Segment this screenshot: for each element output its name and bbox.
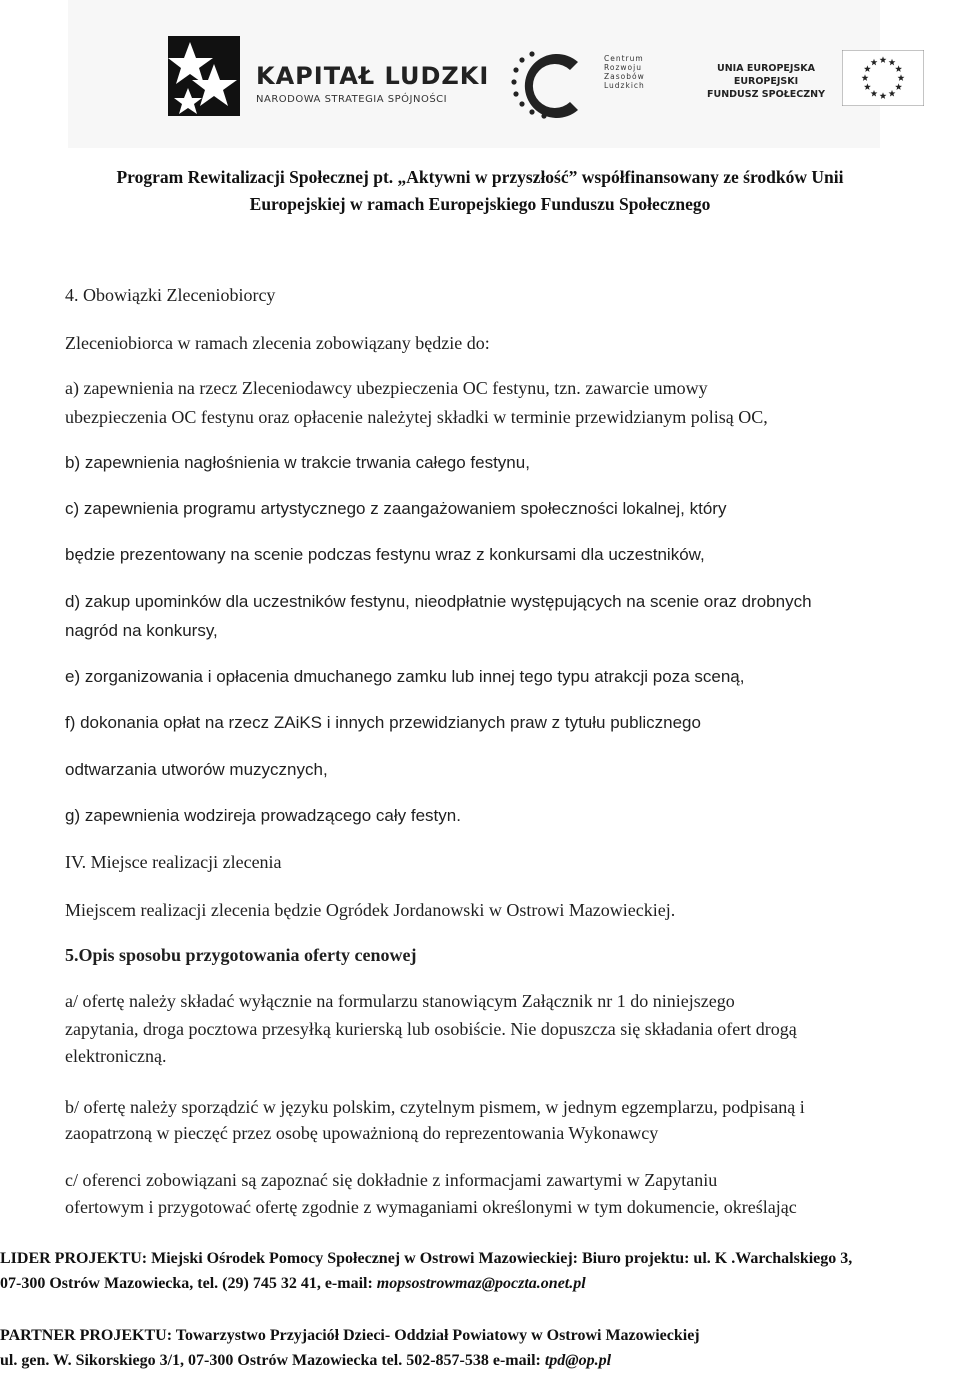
kapital-ludzki-title: KAPITAŁ LUDZKI: [256, 62, 490, 90]
section-5-a-line-3: elektroniczną.: [65, 1046, 167, 1066]
item-a-line-2: ubezpieczenia OC festynu oraz opłacenie należytej składki w terminie przewidzianym polisą OC,: [65, 407, 768, 427]
crzl-name: Centrum Rozwoju Zasobów Ludzkich: [604, 54, 645, 90]
section-iv-text: Miejscem realizacji zlecenia będzie Ogródek Jordanowski w Ostrowi Mazowieckiej.: [65, 900, 676, 920]
crzl-logo: [508, 48, 648, 120]
eu-line-1: UNIA EUROPEJSKA: [717, 63, 815, 74]
item-e: e) zorganizowania i opłacenia dmuchanego zamku lub innej tego typu atrakcji poza sceną,: [65, 667, 745, 686]
kapital-ludzki-subtitle: NARODOWA STRATEGIA SPÓJNOŚCI: [256, 94, 448, 105]
eu-line-3: FUNDUSZ SPOŁECZNY: [707, 89, 825, 100]
item-d-line-1: d) zakup upominków dla uczestników festynu, nieodpłatnie występujących na scenie oraz drobnych: [65, 592, 812, 611]
program-title-line-2: Europejskiej w ramach Europejskiego Funduszu Społecznego: [249, 194, 711, 214]
section-iv-heading: IV. Miejsce realizacji zlecenia: [65, 852, 282, 872]
logo-banner: [68, 0, 880, 148]
footer-partner-address: ul. gen. W. Sikorskiego 3/1, 07-300 Ostrów Mazowiecka tel. 502-857-538 e-mail:: [0, 1352, 545, 1369]
crzl-c-star-icon: [508, 48, 603, 120]
footer-partner-line-1: PARTNER PROJEKTU: Towarzystwo Przyjaciół Dzieci- Oddział Powiatowy w Ostrowi Mazowieckiej: [0, 1327, 700, 1344]
program-title-line-1: Program Rewitalizacji Społecznej pt. „Aktywni w przyszłość” współfinansowany ze środków Unii: [116, 167, 844, 187]
section-4-heading: 4. Obowiązki Zleceniobiorcy: [65, 285, 276, 305]
kapital-ludzki-logo: [168, 28, 490, 118]
item-g: g) zapewnienia wodzireja prowadzącego cały festyn.: [65, 806, 461, 825]
section-5-a-line-1: a/ ofertę należy składać wyłącznie na formularzu stanowiącym Załącznik nr 1 do niniejszego: [65, 991, 735, 1011]
footer-lider-line-1: LIDER PROJEKTU: Miejski Ośrodek Pomocy Społecznej w Ostrowi Mazowieckiej: Biuro projektu: ul. K .Warchalskiego 3,: [0, 1250, 853, 1267]
eu-logo: [690, 50, 920, 110]
item-d-line-2: nagród na konkursy,: [65, 621, 218, 640]
item-b: b) zapewnienia nagłośnienia w trakcie trwania całego festynu,: [65, 453, 530, 472]
section-5-c-line-1: c/ oferenci zobowiązani są zapoznać się dokładnie z informacjami zawartymi w Zapytaniu: [65, 1170, 718, 1190]
section-4-intro: Zleceniobiorca w ramach zlecenia zobowiązany będzie do:: [65, 333, 490, 353]
section-5-b-line-2: zaopatrzoną w pieczęć przez osobę upoważnioną do reprezentowania Wykonawcy: [65, 1123, 659, 1143]
footer-lider-email[interactable]: mopsostrowmaz@poczta.onet.pl: [376, 1275, 586, 1292]
item-c-line-2: będzie prezentowany na scenie podczas festynu wraz z konkursami dla uczestników,: [65, 545, 705, 564]
footer-partner-line-2: [0, 1352, 960, 1370]
item-c-line-1: c) zapewnienia programu artystycznego z zaangażowaniem społeczności lokalnej, który: [65, 499, 727, 518]
section-5-c-line-2: ofertowym i przygotować ofertę zgodnie z wymaganiami określonymi w tym dokumencie, określając: [65, 1197, 797, 1217]
eu-flag-icon: [842, 50, 924, 106]
eu-text: [700, 62, 832, 101]
footer-lider-address: 07-300 Ostrów Mazowiecka, tel. (29) 745 32 41, e-mail:: [0, 1275, 377, 1292]
section-5-heading: 5.Opis sposobu przygotowania oferty cenowej: [65, 945, 417, 965]
eu-line-2: EUROPEJSKI: [733, 76, 799, 87]
section-5-b-line-1: b/ ofertę należy sporządzić w języku polskim, czytelnym pismem, w jednym egzemplarzu, podpisaną i: [65, 1097, 805, 1117]
kapital-ludzki-star-icon: [168, 28, 246, 118]
footer-partner-email[interactable]: tpd@op.pl: [544, 1352, 612, 1369]
footer-lider-line-2: [0, 1275, 960, 1293]
item-f-line-1: f) dokonania opłat na rzecz ZAiKS i innych przewidzianych praw z tytułu publicznego: [65, 713, 701, 732]
item-f-line-2: odtwarzania utworów muzycznych,: [65, 760, 328, 779]
item-a-line-1: a) zapewnienia na rzecz Zleceniodawcy ubezpieczenia OC festynu, tzn. zawarcie umowy: [65, 378, 708, 398]
section-5-a-line-2: zapytania, droga pocztowa przesyłką kurierską lub osobiście. Nie dopuszcza się składania ofert drogą: [65, 1019, 797, 1039]
